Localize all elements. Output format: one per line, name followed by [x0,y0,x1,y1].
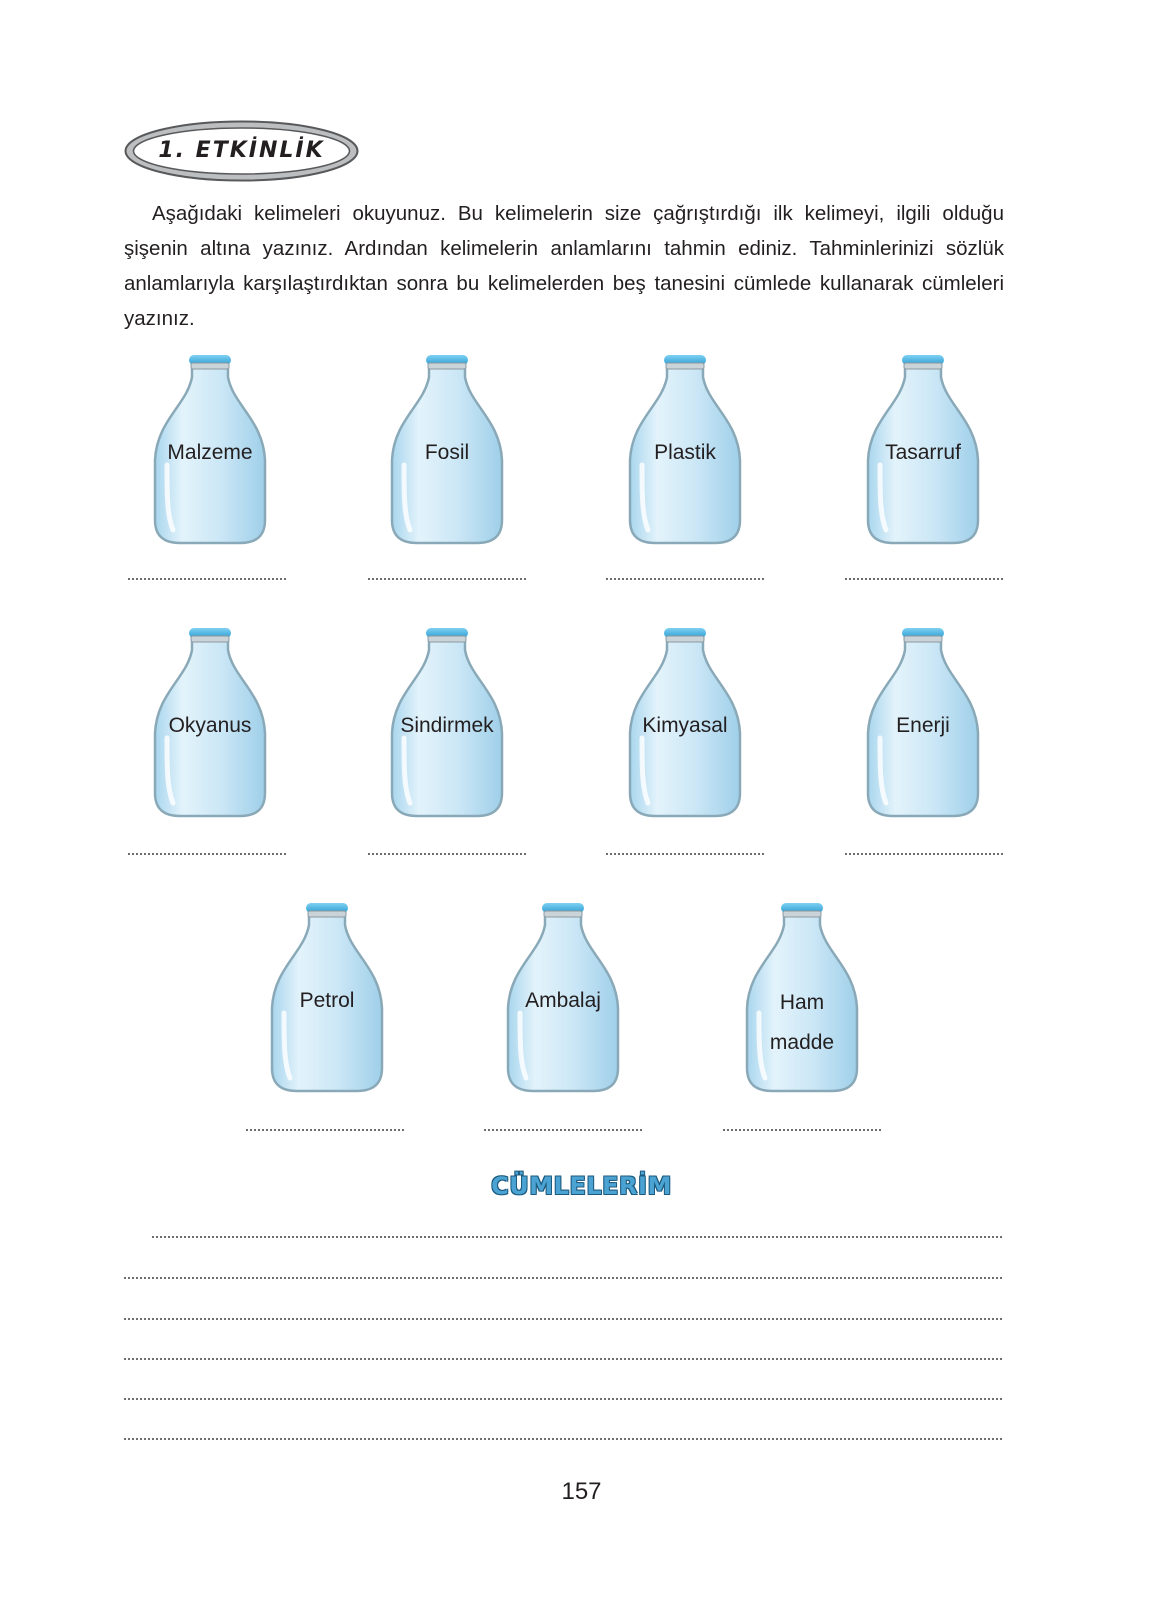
bottle-malzeme [145,345,275,555]
bottle-word: Petrol [299,989,355,1012]
bottle-word-line2: madde [769,1031,835,1054]
sentence-line[interactable] [152,1236,1002,1238]
bottle-ham-madde [737,893,867,1103]
bottle-sindirmek [382,618,512,828]
answer-line[interactable] [845,853,1003,855]
bottle-ambalaj [498,893,628,1103]
answer-line[interactable] [128,853,286,855]
bottle-word: Plastik [654,441,716,464]
section-title: CÜMLELERİM [491,1172,672,1200]
bottle-petrol [262,893,392,1103]
sentence-line[interactable] [124,1398,1002,1400]
answer-line[interactable] [246,1129,404,1131]
bottle-word: Fosil [424,441,470,464]
sentence-line[interactable] [124,1358,1002,1360]
sentence-line[interactable] [124,1277,1002,1279]
bottle-word: Ambalaj [525,989,601,1012]
bottle-word: Okyanus [168,714,252,737]
bottle-enerji [858,618,988,828]
activity-title: 1. ETKİNLİK [158,138,325,163]
answer-line[interactable] [484,1129,642,1131]
answer-line[interactable] [723,1129,881,1131]
bottle-word: Enerji [896,714,950,737]
answer-line[interactable] [606,578,764,580]
answer-line[interactable] [368,578,526,580]
bottle-okyanus [145,618,275,828]
answer-line[interactable] [606,853,764,855]
bottle-word: Kimyasal [642,714,728,737]
answer-line[interactable] [845,578,1003,580]
instructions-text: Aşağıdaki kelimeleri okuyunuz. Bu kelimelerin size çağrıştırdığı ilk kelimeyi, ilgili olduğu şişenin altına yazınız. Ardından kelimelerin anlamlarını tahmin ediniz. Tahminlerinizi sözlük anlamlarıyla karşılaştırdıktan sonra bu kelimelerden beş tanesini cümlede kullanarak cümleleri yazınız. [124,202,1004,330]
sentence-line[interactable] [124,1318,1002,1320]
bottle-word: Sindirmek [400,714,494,737]
activity-badge [124,120,359,182]
page-number: 157 [561,1478,602,1505]
bottle-tasarruf [858,345,988,555]
bottle-kimyasal [620,618,750,828]
bottle-fosil [382,345,512,555]
sentence-line[interactable] [124,1438,1002,1440]
bottle-word: Ham [779,991,825,1014]
bottle-plastik [620,345,750,555]
bottle-word: Tasarruf [885,441,961,464]
answer-line[interactable] [368,853,526,855]
answer-line[interactable] [128,578,286,580]
bottle-word: Malzeme [167,441,253,464]
